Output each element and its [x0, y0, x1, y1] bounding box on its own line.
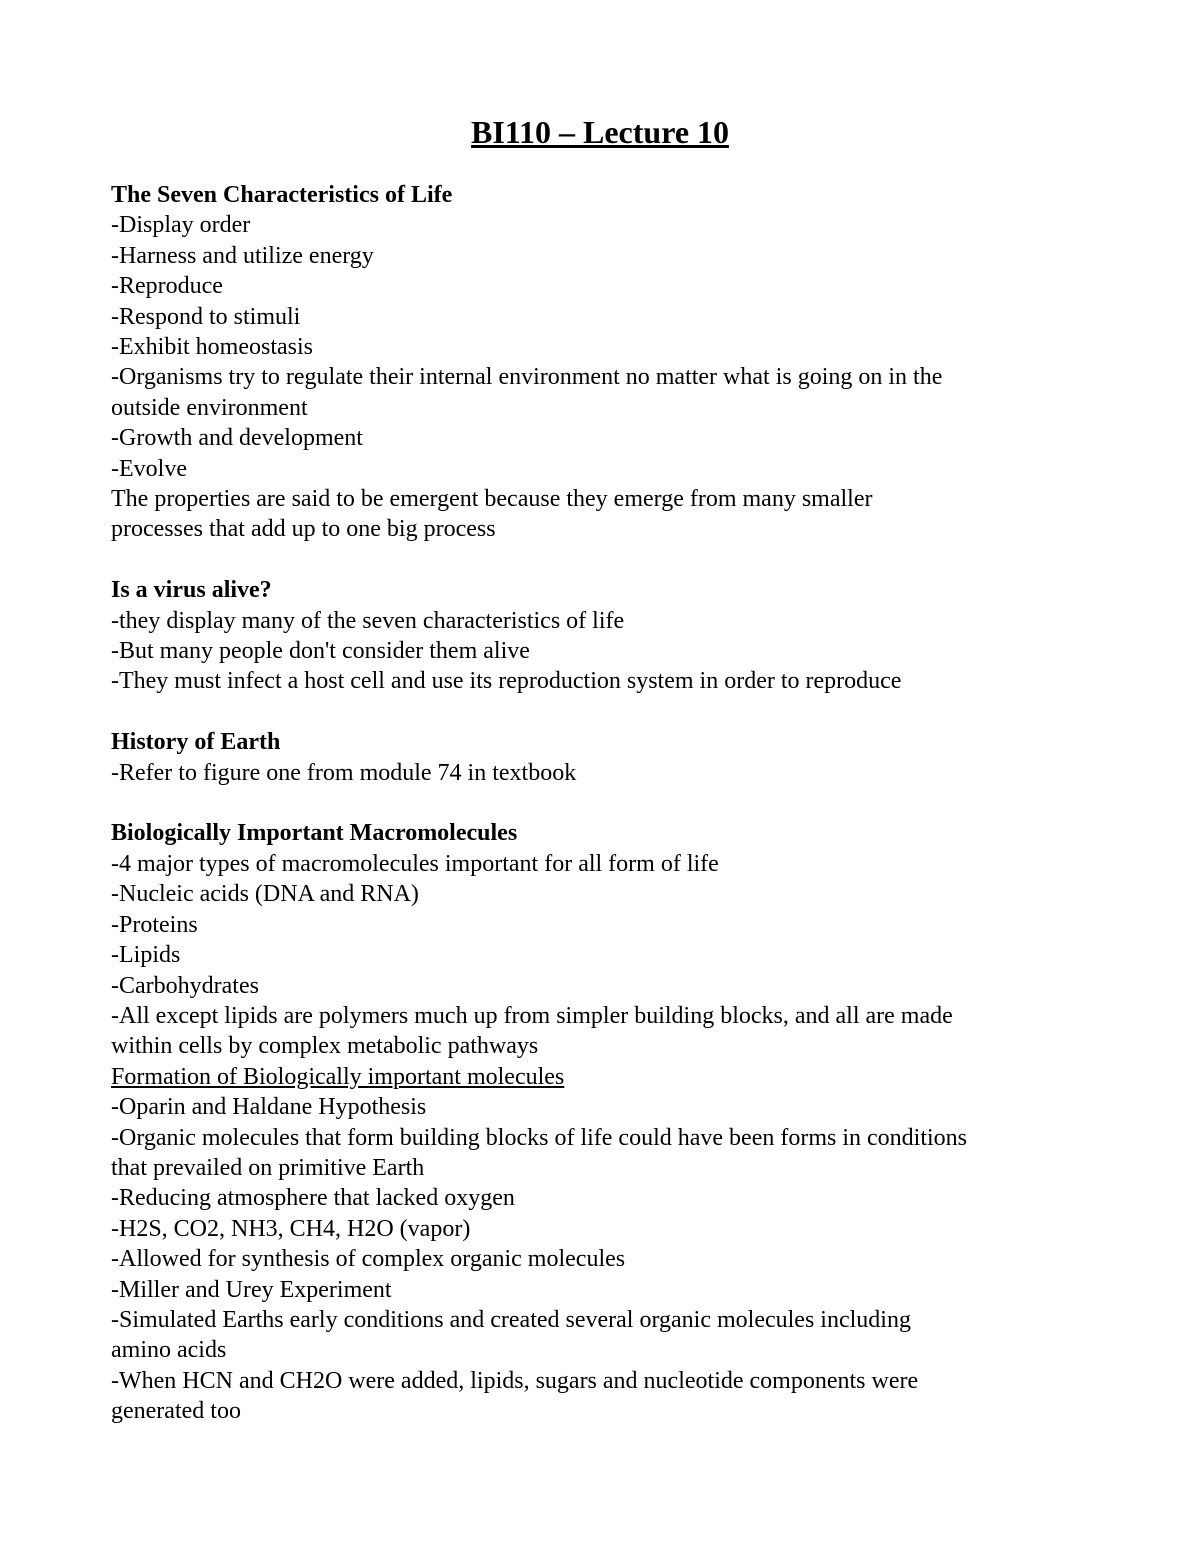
text-line: The properties are said to be emergent because they emerge from many smaller — [111, 486, 873, 513]
text-line: within cells by complex metabolic pathways — [111, 1033, 539, 1060]
text-line: -Nucleic acids (DNA and RNA) — [111, 881, 419, 908]
section-heading: The Seven Characteristics of Life — [111, 182, 453, 208]
section-heading: Biologically Important Macromolecules — [111, 820, 518, 847]
text-line: -4 major types of macromolecules important for all form of life — [111, 850, 719, 877]
text-line: -Growth and development — [111, 425, 363, 452]
text-line: -Evolve — [111, 455, 187, 482]
text-line: -Reducing atmosphere that lacked oxygen — [111, 1185, 515, 1212]
section-characteristics — [111, 180, 1101, 545]
text-line: -Exhibit homeostasis — [111, 334, 313, 361]
text-line: -Allowed for synthesis of complex organic molecules — [111, 1246, 626, 1273]
section-heading: History of Earth — [111, 729, 281, 756]
text-line: -Miller and Urey Experiment — [111, 1276, 392, 1303]
section-virus — [111, 575, 1101, 697]
text-line: processes that add up to one big process — [111, 516, 496, 543]
text-line: -Respond to stimuli — [111, 303, 301, 330]
section-heading: Is a virus alive? — [111, 577, 272, 604]
text-line: -Display order — [111, 212, 251, 239]
text-line: -Harness and utilize energy — [111, 242, 374, 269]
paragraph-gap — [111, 545, 1101, 575]
text-line: -Simulated Earths early conditions and created several organic molecules including — [111, 1306, 911, 1333]
section-macromolecules — [111, 818, 1101, 1426]
text-line: -All except lipids are polymers much up from simpler building blocks, and all are made — [111, 1002, 953, 1029]
text-line: -Oparin and Haldane Hypothesis — [111, 1094, 427, 1121]
section-history — [111, 727, 1101, 788]
text-line: -When HCN and CH2O were added, lipids, sugars and nucleotide components were — [111, 1367, 919, 1394]
text-line: generated too — [111, 1398, 241, 1425]
text-line: -Reproduce — [111, 273, 223, 300]
text-line: -Carbohydrates — [111, 972, 259, 999]
text-line: -They must infect a host cell and use its reproduction system in order to reproduce — [111, 668, 902, 695]
text-line: outside environment — [111, 394, 308, 421]
paragraph-gap — [111, 697, 1101, 727]
text-line: -Organic molecules that form building blocks of life could have been forms in conditions — [111, 1124, 968, 1151]
text-line: -Proteins — [111, 911, 198, 938]
text-line: -Refer to figure one from module 74 in textbook — [111, 759, 577, 786]
text-line: -Organisms try to regulate their internal environment no matter what is going on in the — [111, 364, 943, 391]
text-line: that prevailed on primitive Earth — [111, 1154, 425, 1181]
text-line: amino acids — [111, 1337, 227, 1364]
paragraph-gap — [111, 788, 1101, 818]
text-line: -Lipids — [111, 942, 181, 969]
text-line: -H2S, CO2, NH3, CH4, H2O (vapor) — [111, 1215, 471, 1242]
text-line: -But many people don't consider them alive — [111, 638, 530, 665]
subsection-heading: Formation of Biologically important molecules — [111, 1063, 565, 1090]
document-body — [111, 180, 1101, 1427]
text-line: -they display many of the seven characteristics of life — [111, 607, 625, 634]
page-title: BI110 – Lecture 10 — [470, 114, 730, 150]
